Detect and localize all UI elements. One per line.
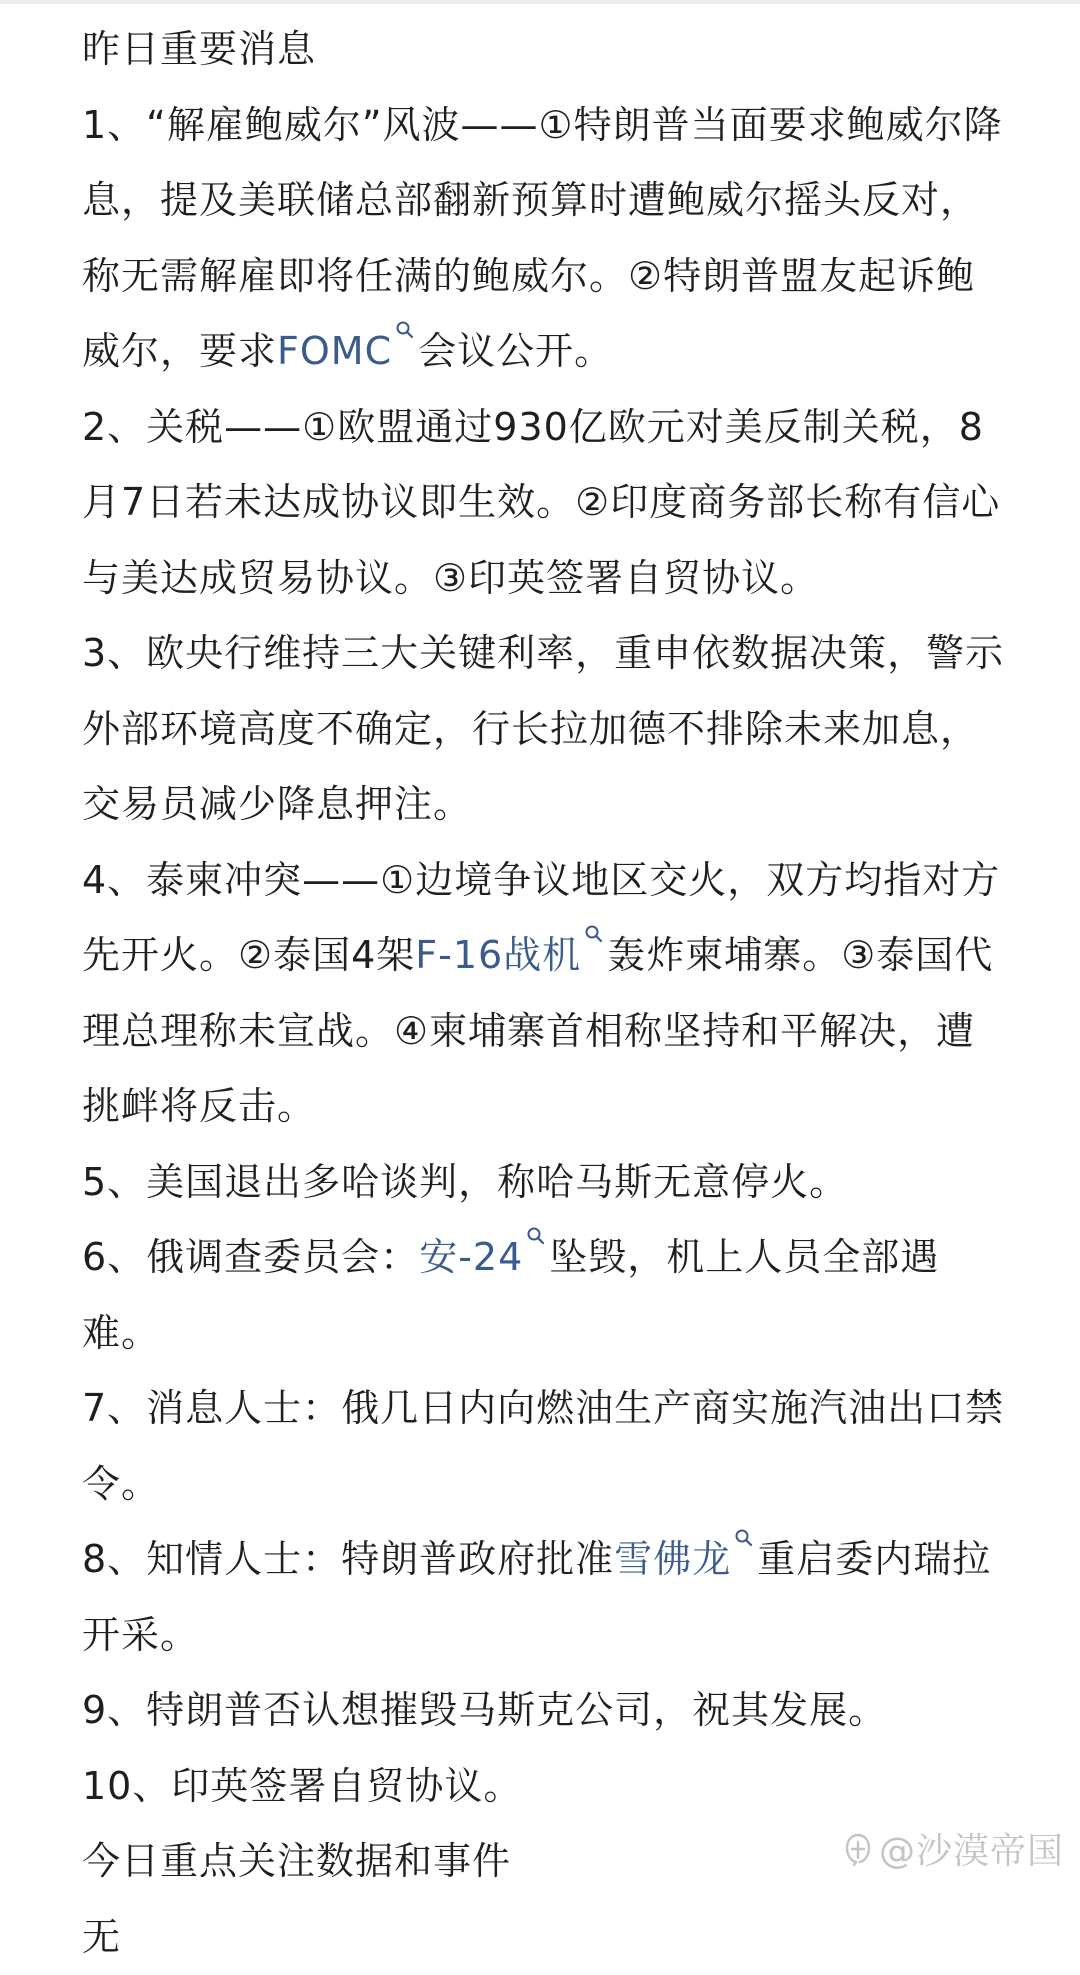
zhihu-logo-icon (843, 1831, 873, 1867)
news-text: 2、关税——①欧盟通过930亿欧元对美反制关税，8月7日若未达成协议即生效。②印度商务部长称有信心与美达成贸易协议。③印英签署自贸协议。 (82, 405, 1000, 600)
news-text: 坠毁，机上人员全部遇难。 (82, 1235, 939, 1355)
news-text: 重启委内瑞拉开采。 (82, 1537, 991, 1657)
keyword-search-link[interactable]: FOMC (277, 329, 392, 373)
news-text: 8、知情人士：特朗普政府批准 (82, 1537, 614, 1581)
news-item (82, 843, 1008, 1145)
news-text: 3、欧央行维持三大关键利率，重申依数据决策，警示外部环境高度不确定，行长拉加德不排除未来加息，交易员减少降息押注。 (82, 631, 1004, 826)
news-item (82, 1749, 1008, 1825)
news-text: 4、泰柬冲突——①边境争议地区交火，双方均指对方先开火。②泰国4架 (82, 858, 1000, 978)
news-item (82, 390, 1008, 617)
news-item (82, 1220, 1008, 1371)
news-text: 9、特朗普否认想摧毁马斯克公司，祝其发展。 (82, 1688, 887, 1732)
news-item (82, 1145, 1008, 1221)
news-text: 5、美国退出多哈谈判，称哈马斯无意停火。 (82, 1160, 848, 1204)
search-icon[interactable] (731, 1522, 757, 1560)
news-text: 7、消息人士：俄几日内向燃油生产商实施汽油出口禁令。 (82, 1386, 1004, 1506)
watermark-text: @沙漠帝国 (879, 1823, 1064, 1874)
today-focus-text: 无 (82, 1900, 1008, 1975)
news-item (82, 1673, 1008, 1749)
news-item (82, 1522, 1008, 1673)
keyword-search-link[interactable]: 安-24 (419, 1235, 523, 1279)
news-item (82, 616, 1008, 843)
heading-today-focus: 今日重点关注数据和事件 (82, 1824, 1008, 1900)
search-icon[interactable] (581, 918, 607, 956)
news-text: 会议公开。 (418, 329, 613, 373)
heading-yesterday-news: 昨日重要消息 (82, 12, 1008, 88)
search-icon[interactable] (523, 1220, 549, 1258)
article-body (82, 12, 1008, 1975)
news-item (82, 1371, 1008, 1522)
watermark (843, 1823, 1064, 1874)
keyword-search-link[interactable]: F-16战机 (415, 933, 581, 977)
top-divider (0, 0, 1080, 4)
news-list (82, 88, 1008, 1825)
search-icon[interactable] (392, 314, 418, 352)
news-text: 1、“解雇鲍威尔”风波——①特朗普当面要求鲍威尔降息，提及美联储总部翻新预算时遭鲍威尔摇头反对，称无需解雇即将任满的鲍威尔。②特朗普盟友起诉鲍威尔，要求 (82, 103, 1003, 374)
news-item (82, 88, 1008, 390)
news-text: 10、印英签署自贸协议。 (82, 1764, 522, 1808)
news-text: 轰炸柬埔寨。③泰国代理总理称未宣战。④柬埔寨首相称坚持和平解决，遭挑衅将反击。 (82, 933, 993, 1128)
news-text: 6、俄调查委员会： (82, 1235, 419, 1279)
keyword-search-link[interactable]: 雪佛龙 (614, 1537, 731, 1581)
